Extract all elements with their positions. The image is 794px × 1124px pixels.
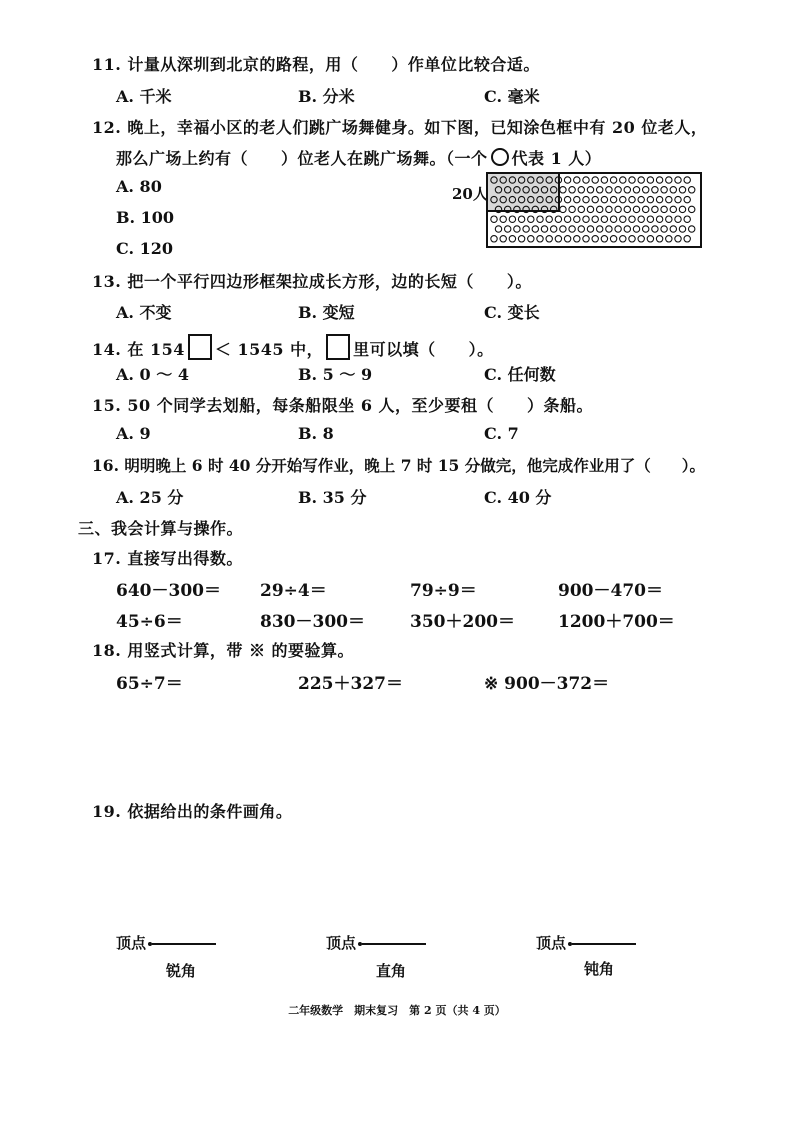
person-circle-icon [532, 206, 538, 212]
person-circle-icon [528, 216, 534, 222]
q12-text-line2a: 那么广场上约有（ ）位老人在跳广场舞。（一个 [116, 149, 488, 168]
person-circle-icon [661, 206, 667, 212]
person-circle-icon [551, 206, 557, 212]
q14-text [92, 334, 494, 360]
person-circle-icon [500, 177, 506, 183]
q12-text-line1: 12. 晚上，幸福小区的老人们跳广场舞健身。如下图，已知涂色框中有 20 位老人， [92, 118, 708, 137]
person-circle-icon [495, 206, 501, 212]
vertex-obtuse [536, 932, 636, 953]
person-circle-icon [615, 206, 621, 212]
q16-text: 16. 明明晚上 6 时 40 分开始写作业，晚上 7 时 15 分做完，他完成作业用了（ ）。 [92, 456, 705, 475]
person-circle-icon [601, 236, 607, 242]
person-circle-icon [606, 206, 612, 212]
person-circle-icon [610, 216, 616, 222]
q14-option-b: B. 5 ～ 9 [298, 365, 373, 384]
person-circle-icon [505, 206, 511, 212]
q15-option-b: B. 8 [298, 424, 334, 443]
person-circle-icon [560, 206, 566, 212]
person-circle-icon [624, 187, 630, 193]
person-circle-icon [684, 236, 690, 242]
q12-option-a: A. 80 [116, 177, 162, 196]
q13-text: 13. 把一个平行四边形框架拉成长方形，边的长短（ ）。 [92, 272, 532, 291]
person-circle-icon [666, 216, 672, 222]
person-circle-icon [629, 236, 635, 242]
person-circle-icon [537, 216, 543, 222]
person-circle-icon [555, 216, 561, 222]
q17-item: 79÷9＝ [410, 581, 477, 601]
person-circle-icon [546, 216, 552, 222]
person-circle-icon [656, 236, 662, 242]
q12-text-line2 [116, 146, 601, 169]
vertex-label: 顶点 [326, 934, 357, 952]
person-circle-icon [587, 206, 593, 212]
person-circle-icon [541, 226, 547, 232]
person-circle-icon [564, 236, 570, 242]
person-circle-icon [638, 177, 644, 183]
person-circle-icon [528, 196, 534, 202]
q17-item: 45÷6＝ [116, 612, 183, 632]
person-circle-icon [491, 216, 497, 222]
person-circle-icon [620, 236, 626, 242]
person-circle-icon [574, 177, 580, 183]
person-circle-icon [610, 177, 616, 183]
person-circle-icon [578, 226, 584, 232]
section-3-heading: 三、我会计算与操作。 [78, 519, 244, 538]
person-circle-icon [689, 187, 695, 193]
q15-option-c: C. 7 [484, 424, 519, 443]
person-circle-icon [546, 196, 552, 202]
q19-title: 19. 依据给出的条件画角。 [92, 802, 293, 821]
person-circle-icon [541, 206, 547, 212]
person-circle-icon [679, 226, 685, 232]
person-circle-icon [656, 196, 662, 202]
person-circle-icon [560, 226, 566, 232]
person-circle-icon [643, 187, 649, 193]
person-circle-icon [551, 187, 557, 193]
person-circle-icon [684, 196, 690, 202]
q17-item: 830－300＝ [260, 612, 365, 632]
person-circle-icon [523, 226, 529, 232]
person-circle-icon [578, 187, 584, 193]
person-circle-icon [652, 206, 658, 212]
person-circle-icon [656, 177, 662, 183]
q12-text-line2b: 代表 1 人） [511, 149, 602, 168]
person-circle-icon [620, 196, 626, 202]
person-circle-icon [532, 226, 538, 232]
person-circle-icon [670, 187, 676, 193]
q11-text: 11. 计量从深圳到北京的路程，用（ ）作单位比较合适。 [92, 55, 540, 74]
person-circle-icon [574, 216, 580, 222]
person-circle-icon [509, 177, 515, 183]
person-circle-icon [647, 196, 653, 202]
person-circle-icon [675, 177, 681, 183]
vertex-label: 顶点 [536, 934, 567, 952]
q14-option-a: A. 0 ～ 4 [116, 365, 189, 384]
blank-box [326, 334, 350, 360]
angle-label-acute: 锐角 [166, 962, 197, 980]
ray-line [362, 943, 426, 945]
person-circle-icon [615, 226, 621, 232]
vertex-acute [116, 932, 216, 953]
q16-option-a: A. 25 分 [116, 488, 184, 507]
person-circle-icon [679, 206, 685, 212]
person-circle-icon [610, 236, 616, 242]
person-circle-icon [666, 196, 672, 202]
q18-item: 65÷7＝ [116, 674, 183, 694]
person-circle-icon [541, 187, 547, 193]
person-circle-icon [592, 196, 598, 202]
q17-item: 29÷4＝ [260, 581, 327, 601]
person-circle-icon [528, 236, 534, 242]
person-circle-icon [514, 187, 520, 193]
person-circle-icon [505, 226, 511, 232]
q17-title: 17. 直接写出得数。 [92, 549, 243, 568]
person-circle-icon [491, 177, 497, 183]
crowd-circles [488, 174, 700, 246]
person-circle-icon [679, 187, 685, 193]
ray-line [152, 943, 216, 945]
person-circle-icon [670, 206, 676, 212]
q15-text: 15. 50 个同学去划船，每条船限坐 6 人，至少要租（ ）条船。 [92, 396, 594, 415]
person-circle-icon [684, 216, 690, 222]
person-circle-icon [597, 187, 603, 193]
person-circle-icon [666, 236, 672, 242]
person-circle-icon [647, 216, 653, 222]
q16-option-c: C. 40 分 [484, 488, 552, 507]
person-circle-icon [624, 206, 630, 212]
person-circle-icon [564, 177, 570, 183]
person-circle-icon [615, 187, 621, 193]
person-circle-icon [546, 236, 552, 242]
q12-option-c: C. 120 [116, 239, 173, 258]
person-circle-icon [587, 187, 593, 193]
q12-figure-label: 20人 [452, 185, 488, 203]
q17-item: 350＋200＝ [410, 612, 515, 632]
person-circle-icon [601, 196, 607, 202]
person-circle-icon [583, 196, 589, 202]
circle-icon [491, 148, 509, 166]
person-circle-icon [574, 196, 580, 202]
person-circle-icon [518, 236, 524, 242]
q11-option-b: B. 分米 [298, 87, 355, 106]
person-circle-icon [500, 236, 506, 242]
q17-item: 900－470＝ [558, 581, 663, 601]
person-circle-icon [509, 216, 515, 222]
person-circle-icon [514, 226, 520, 232]
person-circle-icon [537, 196, 543, 202]
person-circle-icon [620, 177, 626, 183]
q18-title: 18. 用竖式计算，带 ※ 的要验算。 [92, 641, 355, 660]
person-circle-icon [500, 216, 506, 222]
person-circle-icon [491, 236, 497, 242]
person-circle-icon [509, 236, 515, 242]
person-circle-icon [629, 196, 635, 202]
person-circle-icon [505, 187, 511, 193]
person-circle-icon [656, 216, 662, 222]
person-circle-icon [597, 226, 603, 232]
person-circle-icon [537, 236, 543, 242]
person-circle-icon [518, 196, 524, 202]
person-circle-icon [652, 187, 658, 193]
person-circle-icon [514, 206, 520, 212]
person-circle-icon [643, 206, 649, 212]
person-circle-icon [583, 177, 589, 183]
q18-item: 225＋327＝ [298, 674, 403, 694]
person-circle-icon [661, 226, 667, 232]
angle-label-obtuse: 钝角 [584, 960, 615, 978]
crowd-figure [486, 172, 702, 248]
person-circle-icon [601, 216, 607, 222]
blank-box [188, 334, 212, 360]
q18-item: ※ 900－372＝ [484, 674, 610, 694]
person-circle-icon [666, 177, 672, 183]
person-circle-icon [564, 196, 570, 202]
person-circle-icon [647, 236, 653, 242]
person-circle-icon [638, 216, 644, 222]
person-circle-icon [569, 226, 575, 232]
person-circle-icon [495, 226, 501, 232]
person-circle-icon [610, 196, 616, 202]
person-circle-icon [684, 177, 690, 183]
q11-option-a: A. 千米 [116, 87, 172, 106]
person-circle-icon [606, 226, 612, 232]
q17-item: 640－300＝ [116, 581, 221, 601]
ray-line [572, 943, 636, 945]
person-circle-icon [638, 236, 644, 242]
person-circle-icon [643, 226, 649, 232]
person-circle-icon [633, 187, 639, 193]
person-circle-icon [583, 216, 589, 222]
person-circle-icon [569, 206, 575, 212]
person-circle-icon [532, 187, 538, 193]
q14-option-c: C. 任何数 [484, 365, 556, 384]
person-circle-icon [523, 187, 529, 193]
person-circle-icon [528, 177, 534, 183]
person-circle-icon [555, 236, 561, 242]
person-circle-icon [624, 226, 630, 232]
person-circle-icon [560, 187, 566, 193]
person-circle-icon [574, 236, 580, 242]
person-circle-icon [689, 226, 695, 232]
person-circle-icon [601, 177, 607, 183]
q14-text-post: 里可以填（ ）。 [353, 340, 494, 359]
person-circle-icon [592, 236, 598, 242]
q14-text-mid: ＜ 1545 中， [214, 340, 324, 359]
person-circle-icon [675, 216, 681, 222]
person-circle-icon [500, 196, 506, 202]
person-circle-icon [689, 206, 695, 212]
q15-option-a: A. 9 [116, 424, 151, 443]
vertex-label: 顶点 [116, 934, 147, 952]
person-circle-icon [606, 187, 612, 193]
person-circle-icon [661, 187, 667, 193]
person-circle-icon [620, 216, 626, 222]
person-circle-icon [495, 187, 501, 193]
q13-option-b: B. 变短 [298, 303, 355, 322]
person-circle-icon [546, 177, 552, 183]
q14-text-pre: 14. 在 154 [92, 340, 185, 359]
person-circle-icon [509, 196, 515, 202]
q16-option-b: B. 35 分 [298, 488, 367, 507]
person-circle-icon [670, 226, 676, 232]
person-circle-icon [555, 177, 561, 183]
person-circle-icon [491, 196, 497, 202]
q11-option-c: C. 毫米 [484, 87, 540, 106]
angle-label-right: 直角 [376, 962, 407, 980]
person-circle-icon [633, 226, 639, 232]
page-footer: 二年级数学 期末复习 第 2 页（共 4 页） [288, 1004, 506, 1017]
person-circle-icon [647, 177, 653, 183]
person-circle-icon [592, 216, 598, 222]
q12-option-b: B. 100 [116, 208, 175, 227]
vertex-right [326, 932, 426, 953]
person-circle-icon [551, 226, 557, 232]
person-circle-icon [578, 206, 584, 212]
person-circle-icon [638, 196, 644, 202]
person-circle-icon [675, 196, 681, 202]
person-circle-icon [597, 206, 603, 212]
q17-item: 1200＋700＝ [558, 612, 675, 632]
person-circle-icon [675, 236, 681, 242]
person-circle-icon [592, 177, 598, 183]
person-circle-icon [587, 226, 593, 232]
person-circle-icon [633, 206, 639, 212]
person-circle-icon [569, 187, 575, 193]
person-circle-icon [564, 216, 570, 222]
person-circle-icon [629, 177, 635, 183]
person-circle-icon [629, 216, 635, 222]
person-circle-icon [523, 206, 529, 212]
q13-option-c: C. 变长 [484, 303, 540, 322]
person-circle-icon [537, 177, 543, 183]
person-circle-icon [652, 226, 658, 232]
q13-option-a: A. 不变 [116, 303, 172, 322]
person-circle-icon [518, 177, 524, 183]
person-circle-icon [555, 196, 561, 202]
person-circle-icon [583, 236, 589, 242]
person-circle-icon [518, 216, 524, 222]
